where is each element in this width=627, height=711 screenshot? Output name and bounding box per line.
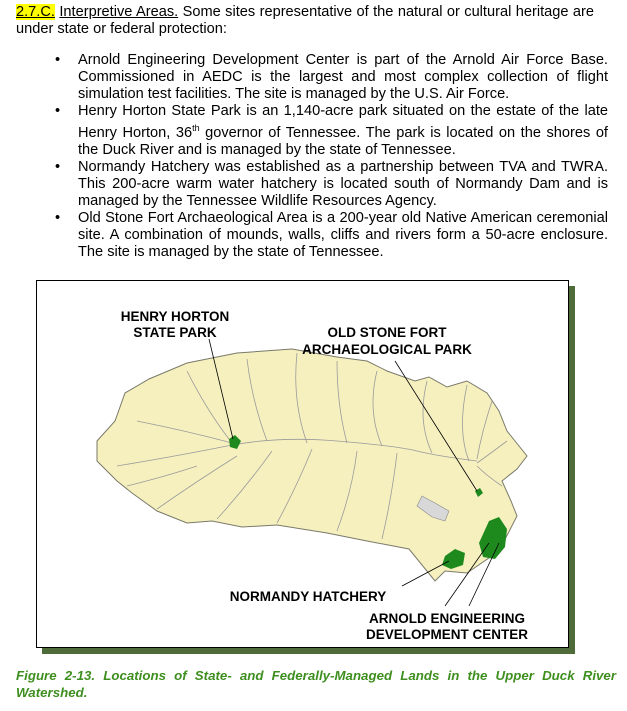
interpretive-areas-list	[0, 52, 608, 261]
list-item	[0, 52, 608, 103]
watershed-area	[97, 349, 527, 581]
watershed-map	[36, 280, 569, 648]
section-intro: Some sites representative of the natural or cultural heritage are under state or federal protection:	[16, 4, 594, 37]
watershed-map-svg	[37, 281, 568, 647]
bullet-icon: •	[55, 158, 61, 175]
bullet-icon: •	[55, 209, 61, 226]
list-item	[0, 103, 608, 159]
section-title: Interpretive Areas.	[59, 4, 179, 20]
section-number: 2.7.C.	[16, 4, 55, 20]
label-old-stone-fort-line1: OLD STONE FORT	[327, 325, 447, 340]
label-normandy-hatchery: NORMANDY HATCHERY	[229, 589, 387, 604]
list-item-text: Old Stone Fort Archaeological Area is a 200-year old Native American ceremonial site. A combination of mounds, walls, cliffs and rivers form a 50-acre enclosure. The site is managed by the state of Tennessee.	[78, 209, 608, 260]
list-item-text: Normandy Hatchery was established as a partnership between TVA and TWRA. This 200-acre warm water hatchery is located south of Normandy Dam and is managed by the Tennessee Wildlife Resources Agency.	[78, 158, 608, 209]
bullet-icon: •	[55, 52, 61, 68]
label-arnold-line2: DEVELOPMENT CENTER	[365, 627, 529, 642]
list-item-text: Arnold Engineering Development Center is part of the Arnold Air Force Base. Commissioned in AEDC is the largest and most complex collection of flight simulation test facilities. The site is managed by the U.S. Air Force.	[78, 52, 608, 102]
list-item	[0, 210, 608, 261]
list-item-text: Henry Horton State Park is an 1,140-acre park situated on the estate of the late Henry Horton, 36th governor of Tennessee. The park is located on the shores of the Duck River and is managed by the state of Tennessee.	[78, 103, 608, 158]
label-henry-horton-line2: STATE PARK	[133, 325, 217, 340]
list-item	[0, 159, 608, 210]
bullet-icon: •	[55, 103, 61, 119]
label-arnold-line1: ARNOLD ENGINEERING	[368, 611, 526, 626]
label-old-stone-fort-line2: ARCHAEOLOGICAL PARK	[302, 342, 472, 357]
label-henry-horton-line1: HENRY HORTON	[120, 309, 230, 324]
figure-caption: Figure 2-13. Locations of State- and Federally-Managed Lands in the Upper Duck River Watershed.	[16, 668, 616, 700]
section-heading	[16, 4, 594, 38]
